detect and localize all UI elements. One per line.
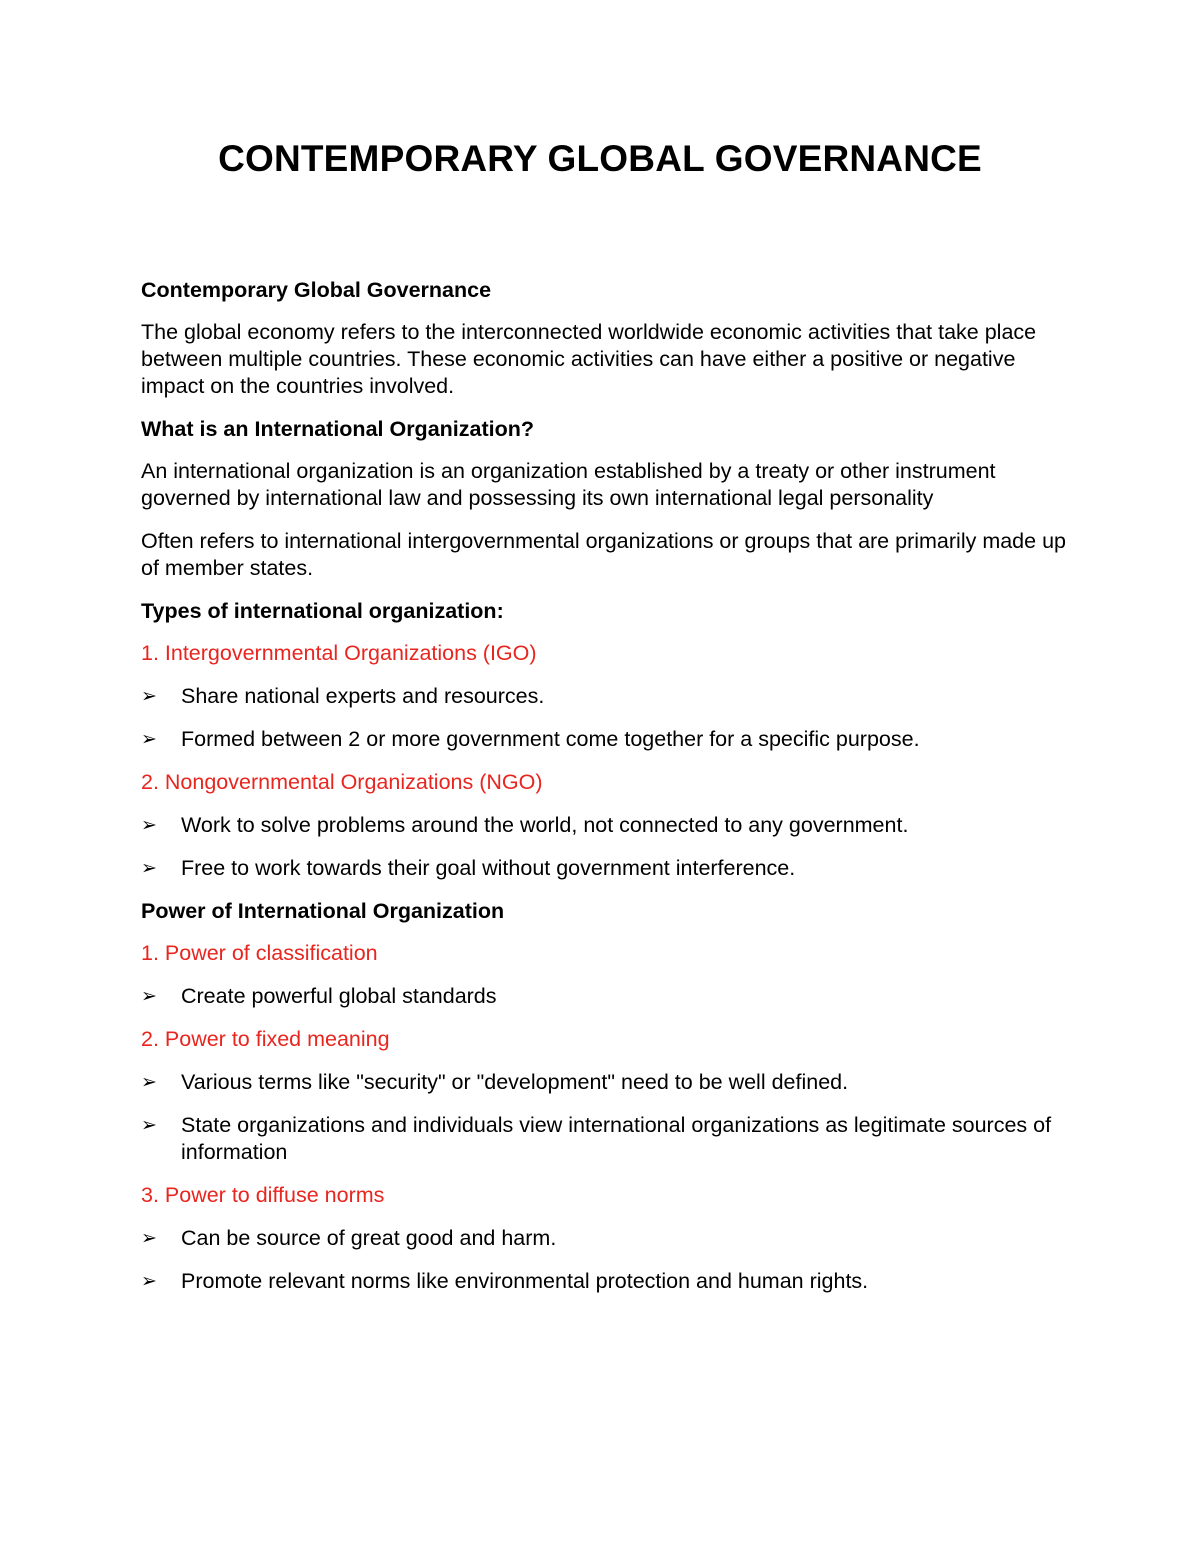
list-item [141, 726, 1071, 753]
arrow-bullet-icon: ➢ [141, 1271, 157, 1292]
document-title: CONTEMPORARY GLOBAL GOVERNANCE [218, 138, 982, 179]
arrow-bullet-icon: ➢ [141, 729, 157, 750]
bullet-text: Share national experts and resources. [181, 684, 545, 708]
list-item [141, 855, 1071, 882]
bullet-text: Create powerful global standards [181, 984, 497, 1008]
bullet-text: Various terms like "security" or "development" need to be well defined. [181, 1070, 849, 1094]
intro-paragraph: The global economy refers to the interconnected worldwide economic activities that take place between multiple countries. These economic activities can have either a positive or negative impact on the countries involved. [141, 320, 1037, 398]
power-label-classification: 1. Power of classification [141, 941, 378, 965]
type-label-ngo: 2. Nongovernmental Organizations (NGO) [141, 770, 543, 794]
what-is-paragraph-2: Often refers to international intergovernmental organizations or groups that are primarily made up of member states. [141, 529, 1066, 580]
list-item [141, 812, 1071, 839]
document-body [141, 277, 1071, 1311]
list-item [141, 1225, 1071, 1252]
power-label-diffuse-norms: 3. Power to diffuse norms [141, 1183, 385, 1207]
bullet-text: Promote relevant norms like environmental protection and human rights. [181, 1269, 869, 1293]
section-heading-what-is: What is an International Organization? [141, 417, 534, 441]
list-item [141, 1112, 1071, 1166]
power-label-fixed-meaning: 2. Power to fixed meaning [141, 1027, 390, 1051]
list-item [141, 1069, 1071, 1096]
arrow-bullet-icon: ➢ [141, 986, 157, 1007]
list-item [141, 683, 1071, 710]
what-is-paragraph-1: An international organization is an organization established by a treaty or other instrument governed by international law and possessing its own international legal personality [141, 459, 996, 510]
arrow-bullet-icon: ➢ [141, 686, 157, 707]
arrow-bullet-icon: ➢ [141, 1072, 157, 1093]
section-heading-intro: Contemporary Global Governance [141, 278, 492, 302]
bullet-text: Formed between 2 or more government come together for a specific purpose. [181, 727, 920, 751]
list-item [141, 1268, 1071, 1295]
section-heading-power: Power of International Organization [141, 899, 505, 923]
arrow-bullet-icon: ➢ [141, 1228, 157, 1249]
bullet-text: State organizations and individuals view international organizations as legitimate sources of information [181, 1113, 1052, 1164]
type-label-igo: 1. Intergovernmental Organizations (IGO) [141, 641, 537, 665]
arrow-bullet-icon: ➢ [141, 858, 157, 879]
list-item [141, 983, 1071, 1010]
arrow-bullet-icon: ➢ [141, 1115, 157, 1136]
bullet-text: Work to solve problems around the world, not connected to any government. [181, 813, 909, 837]
bullet-text: Free to work towards their goal without government interference. [181, 856, 796, 880]
bullet-text: Can be source of great good and harm. [181, 1226, 557, 1250]
arrow-bullet-icon: ➢ [141, 815, 157, 836]
section-heading-types: Types of international organization: [141, 599, 504, 623]
